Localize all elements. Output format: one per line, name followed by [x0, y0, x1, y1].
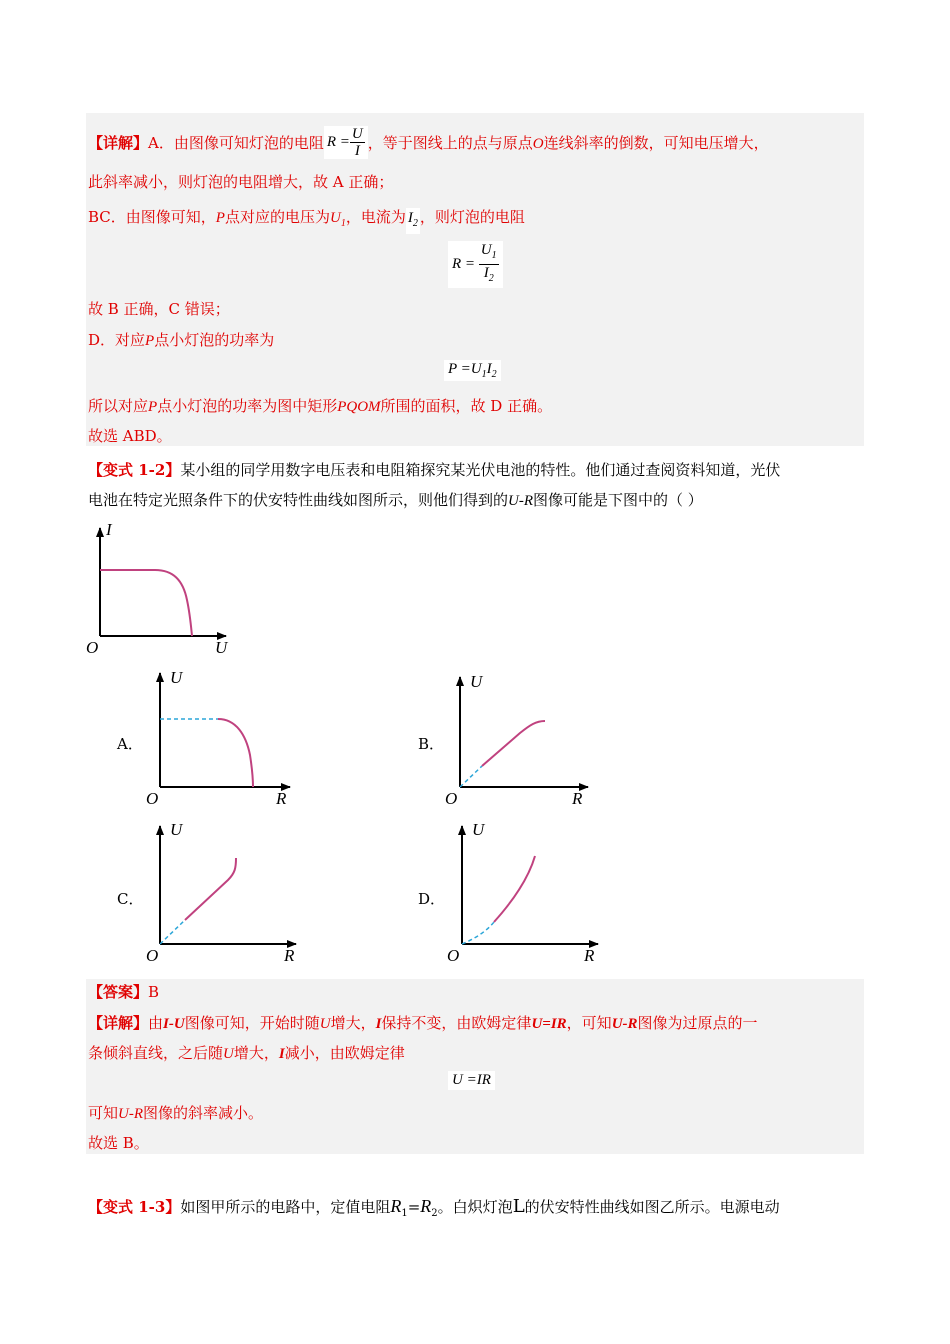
equation-u-ir: U =IR	[448, 1071, 495, 1090]
denominator: I	[354, 143, 360, 159]
text: 某小组的同学用数字电压表和电阻箱探究某光伏电池的特性。他们通过查阅资料知道，光伏	[180, 461, 781, 479]
detail-tag: 【详解】	[88, 133, 149, 152]
c-dashed-line	[160, 920, 185, 944]
eq-i: I	[486, 361, 492, 377]
text: 。白炽灯泡	[437, 1198, 513, 1216]
num-u: U	[480, 242, 492, 258]
subscript: 1	[401, 1208, 408, 1219]
question-tag: 【变式 1-2】	[88, 461, 181, 479]
option-b-graph	[460, 677, 588, 787]
d-curve	[494, 856, 535, 922]
detail2-line2	[88, 1043, 405, 1064]
main-curve	[100, 570, 192, 636]
text: ，则灯泡的电阻	[419, 208, 525, 226]
text: 增大，	[330, 1014, 376, 1032]
text-u: U	[223, 1046, 234, 1062]
text: 所围的面积，故 D 正确。	[380, 397, 553, 415]
text: A．由图像可知灯泡的电阻	[148, 133, 324, 152]
text: 点小灯泡的功率为图中矩形	[157, 397, 338, 415]
option-d-graph	[462, 826, 598, 944]
option-a-label[interactable]: A．	[117, 735, 143, 753]
text-u: U	[329, 210, 341, 226]
detail1-line4: 故 B 正确，C 错误；	[88, 300, 230, 318]
main-iu-graph	[100, 528, 226, 636]
text-i: I	[278, 1046, 285, 1062]
text: BC．由图像可知，	[88, 208, 216, 226]
text: ，可知	[566, 1014, 612, 1032]
text: 可知	[88, 1104, 119, 1122]
answer-tag: 【答案】	[88, 983, 149, 1001]
subscript: 2	[412, 218, 418, 229]
text-r2: R	[420, 1196, 432, 1216]
text: 点小灯泡的功率为	[154, 331, 275, 349]
text-ur: U-R	[508, 493, 534, 509]
text: ，等于图线上的点与原点	[367, 133, 533, 152]
b-origin: O	[445, 789, 458, 808]
b-curve	[482, 721, 545, 766]
main-y-label: I	[106, 520, 112, 539]
a-origin: O	[146, 789, 159, 808]
b-y-label: U	[470, 672, 483, 691]
main-x-label: U	[215, 638, 228, 657]
text: 点对应的电压为	[224, 208, 330, 226]
text: 电池在特定光照条件下的伏安特性曲线如图所示，则他们得到的	[88, 491, 509, 509]
text: 连线斜率的倒数，可知电压增大，	[543, 133, 769, 152]
next-question-line	[88, 1196, 780, 1224]
d-y-label: U	[472, 820, 485, 839]
text: 的伏安特性曲线如图乙所示。电源电动	[524, 1198, 780, 1216]
equals: =	[407, 1198, 421, 1216]
next-question-tag: 【变式 1-3】	[88, 1198, 181, 1216]
text-uir: U=IR	[531, 1016, 567, 1032]
option-c-label[interactable]: C．	[117, 890, 144, 908]
answer-line	[88, 982, 159, 1002]
text-pqom: PQOM	[337, 399, 381, 415]
detail1-line2: 此斜率减小，则灯泡的电阻增大，故 A 正确；	[88, 173, 394, 191]
text: 增大，	[233, 1044, 279, 1062]
b-dashed-line	[460, 766, 482, 787]
detail2-line4: 故选 B。	[88, 1134, 149, 1152]
d-origin: O	[447, 946, 460, 965]
text-o: O	[532, 135, 544, 152]
numerator: U	[351, 126, 363, 142]
text-ur: U-R	[118, 1106, 144, 1122]
detail2-line1	[88, 1013, 758, 1034]
text-u: U	[319, 1016, 331, 1032]
detail1-line7: 故选 ABD。	[88, 427, 172, 445]
text-r1: R	[390, 1196, 402, 1216]
subscript: 2	[431, 1208, 438, 1219]
formula-lhs: R =	[326, 133, 350, 150]
text: 如图甲所示的电路中，定值电阻	[180, 1198, 391, 1216]
text: 保持不变，由欧姆定律	[381, 1014, 532, 1032]
b-x-label: R	[572, 789, 583, 808]
subscript: 1	[481, 369, 487, 380]
answer-value: B	[148, 983, 160, 1001]
formula-lhs: R =	[452, 255, 476, 272]
d-x-label: R	[584, 946, 595, 965]
subscript: 1	[491, 250, 497, 261]
detail2-line3	[88, 1103, 263, 1124]
a-y-label: U	[170, 668, 183, 687]
text-ur: U-R	[611, 1016, 638, 1032]
option-a-graph	[160, 673, 290, 787]
text-p: P	[148, 399, 158, 415]
c-curve	[185, 858, 236, 920]
c-y-label: U	[170, 820, 183, 839]
c-origin: O	[146, 946, 159, 965]
main-origin: O	[86, 638, 99, 657]
text: 由	[148, 1014, 164, 1032]
option-d-label[interactable]: D．	[418, 890, 446, 908]
text-p: P	[215, 210, 225, 226]
d-dashed-curve	[462, 922, 494, 944]
answer-box	[86, 979, 864, 1154]
subscript: 1	[340, 218, 346, 229]
a-curve	[218, 719, 253, 787]
text-lamp: L	[512, 1196, 525, 1217]
text: 图像为过原点的一	[637, 1014, 758, 1032]
text: 所以对应	[88, 397, 149, 415]
c-x-label: R	[284, 946, 295, 965]
text-i: I	[407, 210, 413, 226]
text: 图像可知，开始时随	[184, 1014, 320, 1032]
option-c-graph	[160, 826, 296, 944]
text: 图像可能是下图中的（ ）	[533, 491, 703, 509]
text: 条倾斜直线，之后随	[88, 1044, 224, 1062]
detail-tag: 【详解】	[88, 1014, 149, 1032]
text: ，电流为	[345, 208, 406, 226]
eq-p-u: P =U	[448, 361, 482, 377]
text: 减小，由欧姆定律	[284, 1044, 405, 1062]
option-b-label[interactable]: B．	[418, 735, 445, 753]
text-iu: I-U	[163, 1016, 185, 1032]
text: D．对应	[88, 331, 146, 349]
a-x-label: R	[276, 789, 287, 808]
text-p: P	[145, 333, 155, 349]
subscript: 2	[491, 369, 497, 380]
subscript: 2	[488, 273, 494, 284]
text: 图像的斜率减小。	[143, 1104, 264, 1122]
text-i: I	[375, 1016, 382, 1032]
den-i: I	[483, 265, 489, 281]
